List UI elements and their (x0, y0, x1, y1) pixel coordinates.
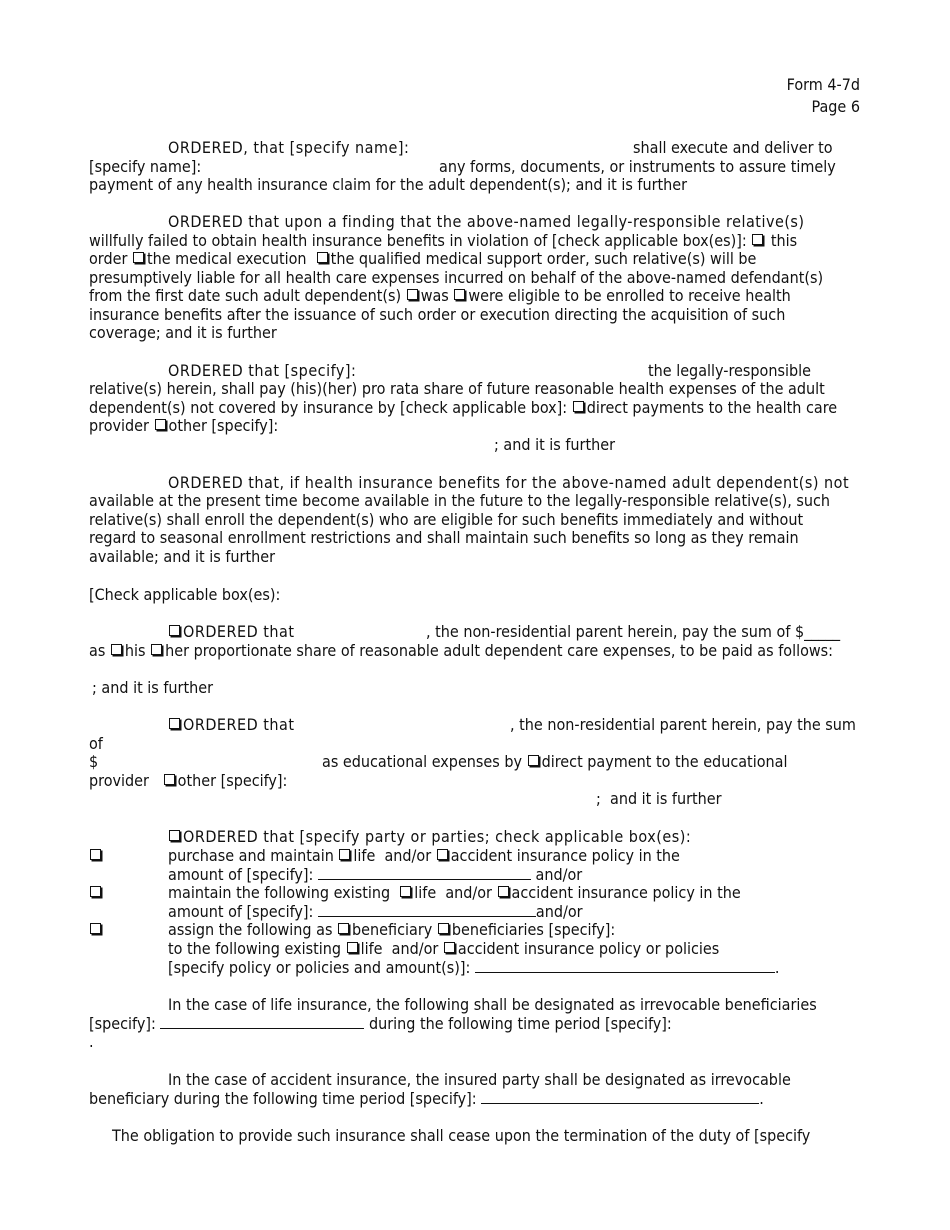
p6-line3a: $ (89, 752, 99, 771)
option-c-line2: to the following existing life and/or accident insurance policy or policies (168, 939, 720, 958)
option-a-line2: amount of [specify]: and/or (168, 865, 583, 884)
checkbox[interactable] (151, 644, 162, 655)
checkbox[interactable] (339, 849, 350, 860)
p1-line1b: shall execute and deliver to (633, 138, 833, 157)
p3-line1b: the legally-responsible (648, 361, 811, 380)
p2-line3: order the medical execution the qualified medical support order, such relative(s) will be (89, 249, 757, 268)
checkbox[interactable] (155, 419, 166, 430)
beneficiary-blank[interactable] (160, 1014, 364, 1029)
checkbox[interactable] (169, 830, 180, 841)
p8-line1: In the case of life insurance, the following shall be designated as irrevocable beneficiaries (168, 995, 817, 1014)
p1-line2a: [specify name]: (89, 157, 202, 176)
option-c-checkbox[interactable] (89, 921, 104, 940)
page-number: Page 6 (811, 97, 860, 116)
p2-line6: insurance benefits after the issuance of such order or execution directing the acquisition of such (89, 305, 786, 324)
policy-blank[interactable] (475, 958, 775, 973)
p6-line1a: ORDERED that (168, 716, 294, 735)
checkbox[interactable] (454, 289, 465, 300)
p7-line1: ORDERED that [specify party or parties; check applicable box(es): (168, 828, 691, 847)
p3-line2: relative(s) herein, shall pay (his)(her) pro rata share of future reasonable health expenses of the adult (89, 379, 825, 398)
amount-blank[interactable] (318, 902, 536, 917)
p4-line2: available at the present time become available in the future to the legally-responsible relative(s), such (89, 491, 830, 510)
p2-line2: willfully failed to obtain health insurance benefits in violation of [check applicable box(es)]: this (89, 231, 798, 250)
p9-line1: In the case of accident insurance, the insured party shall be designated as irrevocable (168, 1070, 791, 1089)
p6-line4: provider other [specify]: (89, 771, 288, 790)
checkbox[interactable] (400, 886, 411, 897)
p5-line1a: ORDERED that (168, 623, 294, 642)
option-c-line1: assign the following as beneficiary beneficiaries [specify]: (168, 920, 616, 939)
p2-line5: from the first date such adult dependent(s) was were eligible to be enrolled to receive health (89, 286, 791, 305)
p4-line3: relative(s) shall enroll the dependent(s) who are eligible for such benefits immediately and without (89, 510, 804, 529)
checkbox[interactable] (438, 923, 449, 934)
checkbox[interactable] (528, 755, 539, 766)
amount-blank[interactable] (318, 865, 531, 880)
p6-line2: of (89, 734, 103, 753)
p3-line3: dependent(s) not covered by insurance by [check applicable box]: direct payments to the health care (89, 398, 838, 417)
p6-line1b: , the non-residential parent herein, pay the sum (510, 715, 856, 734)
option-c-line3: [specify policy or policies and amount(s)]: . (168, 958, 780, 977)
checkbox[interactable] (573, 401, 584, 412)
p1-line3: payment of any health insurance claim for the adult dependent(s); and it is further (89, 175, 688, 194)
checkbox[interactable] (437, 849, 448, 860)
checkbox[interactable] (111, 644, 122, 655)
checkbox[interactable] (347, 942, 358, 953)
p4-line4: regard to seasonal enrollment restrictions and shall maintain such benefits so long as they remain (89, 528, 799, 547)
p10-line1: The obligation to provide such insurance shall cease upon the termination of the duty of [specify (112, 1126, 811, 1145)
p4-line1: ORDERED that, if health insurance benefits for the above-named adult dependent(s) not (168, 473, 850, 492)
checkbox[interactable] (317, 252, 328, 263)
p2-line1: ORDERED that upon a finding that the above-named legally-responsible relative(s) (168, 212, 805, 231)
p2-line4: presumptively liable for all health care expenses incurred on behalf of the above-named defendant(s) (89, 268, 824, 287)
option-a-checkbox[interactable] (89, 847, 104, 866)
checkbox[interactable] (752, 234, 763, 245)
p4-line5: available; and it is further (89, 547, 275, 566)
p9-line2: beneficiary during the following time period [specify]: . (89, 1089, 764, 1108)
time-period-blank[interactable] (481, 1089, 759, 1104)
p5-line3: ; and it is further (92, 678, 213, 697)
p5-line1b: , the non-residential parent herein, pay the sum of $_____ (426, 622, 841, 641)
checkbox[interactable] (444, 942, 455, 953)
form-number: Form 4-7d (786, 75, 860, 94)
p3-line5: ; and it is further (494, 435, 615, 454)
checkbox[interactable] (407, 289, 418, 300)
checkbox[interactable] (338, 923, 349, 934)
p1-line1a: ORDERED, that [specify name]: (168, 138, 410, 157)
p3-line1a: ORDERED that [specify]: (168, 361, 357, 380)
check-note: [Check applicable box(es): (89, 585, 281, 604)
p6-line5: ; and it is further (596, 789, 722, 808)
p8-line3: . (89, 1032, 94, 1051)
p8-line2: [specify]: during the following time period [specify]: (89, 1014, 672, 1033)
checkbox[interactable] (164, 774, 175, 785)
checkbox[interactable] (498, 886, 509, 897)
p1-line2b: any forms, documents, or instruments to assure timely (439, 157, 836, 176)
p3-line4: provider other [specify]: (89, 416, 279, 435)
option-b-line2: amount of [specify]: and/or (168, 902, 583, 921)
p6-line3b: as educational expenses by direct payment to the educational (322, 752, 788, 771)
option-b-line1: maintain the following existing life and/or accident insurance policy in the (168, 883, 741, 902)
checkbox[interactable] (169, 718, 180, 729)
checkbox[interactable] (133, 252, 144, 263)
option-a-line1: purchase and maintain life and/or accident insurance policy in the (168, 846, 680, 865)
checkbox[interactable] (169, 625, 180, 636)
p2-line7: coverage; and it is further (89, 323, 277, 342)
p5-line2: as his her proportionate share of reasonable adult dependent care expenses, to be paid as follows: (89, 641, 833, 660)
option-b-checkbox[interactable] (89, 884, 104, 903)
